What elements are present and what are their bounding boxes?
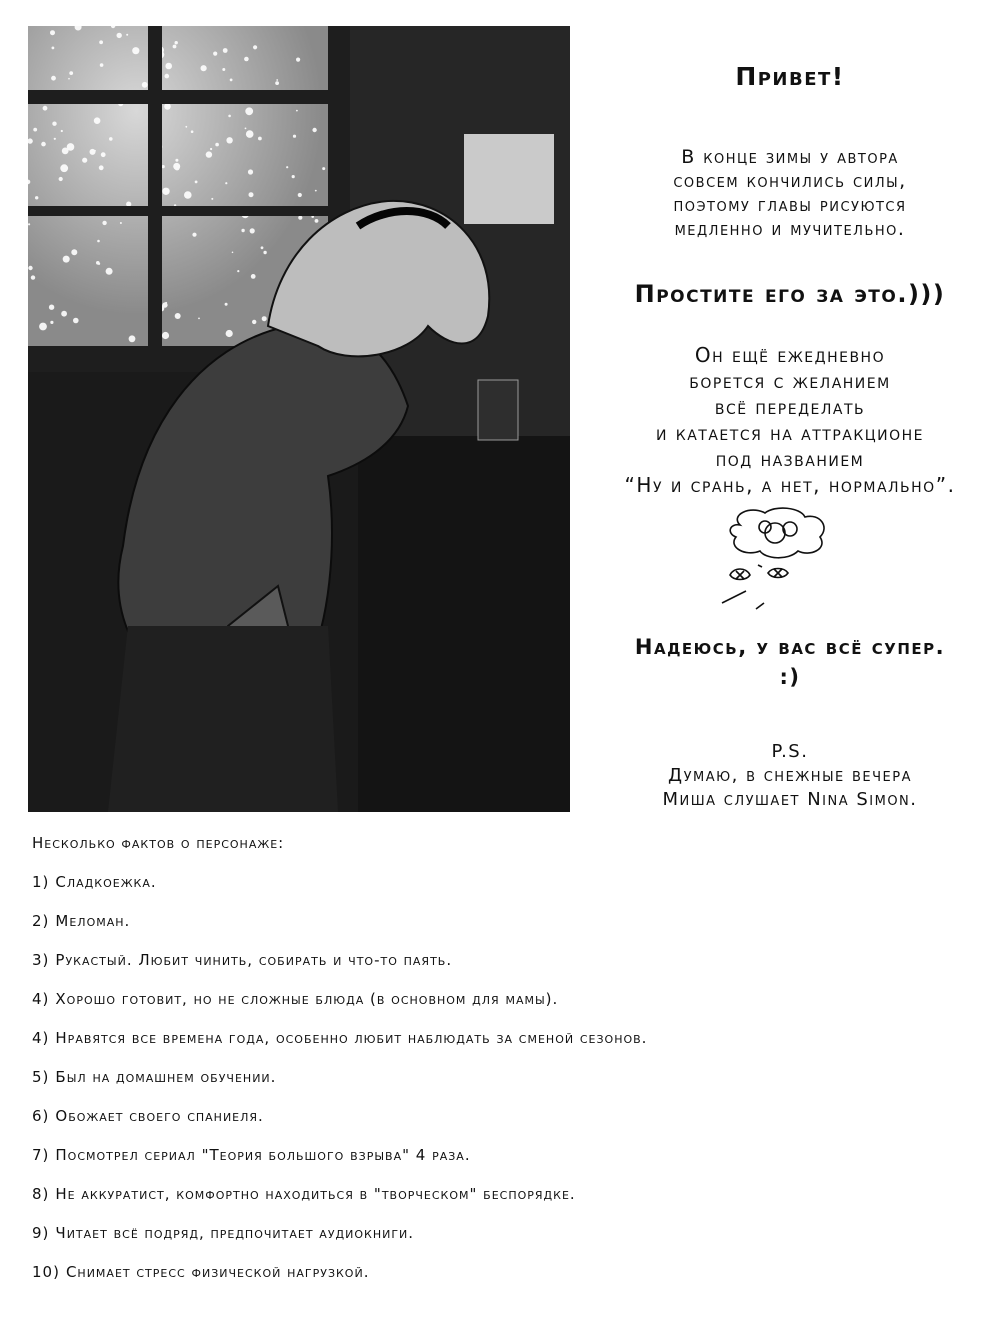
note-hope-line: Надеюсь, у вас всё супер. (634, 635, 946, 659)
fact-number: 4) (32, 990, 50, 1008)
illustration-sleeping-person-by-window (28, 26, 570, 812)
illustration-svg (28, 26, 570, 812)
note-line: и катается на аттракционе (655, 421, 925, 445)
facts-list (32, 871, 972, 1300)
list-item (32, 949, 972, 988)
fact-text: Сладкоежка. (55, 873, 157, 891)
fact-text: Обожает своего спаниеля. (55, 1107, 264, 1125)
fact-text: Читает всё подряд, предпочитает аудиокниги. (55, 1224, 415, 1242)
note-line: совсем кончились силы, (673, 170, 907, 192)
dizzy-face-doodle-icon (720, 505, 850, 615)
note-apology: Простите его за это.))) (634, 280, 946, 308)
list-item (32, 871, 972, 910)
fact-number: 6) (32, 1107, 50, 1125)
list-item (32, 1105, 972, 1144)
list-item (32, 1261, 972, 1300)
fact-number: 9) (32, 1224, 50, 1242)
fact-number: 4) (32, 1029, 50, 1047)
note-line: всё переделать (714, 395, 866, 419)
fact-text: Снимает стресс физической нагрузкой. (65, 1263, 370, 1281)
fact-text: Не аккуратист, комфортно находиться в "творческом" беспорядке. (55, 1185, 576, 1203)
note-ps (580, 740, 1000, 812)
list-item (32, 910, 972, 949)
fact-number: 8) (32, 1185, 50, 1203)
character-facts (32, 832, 972, 1300)
note-line: В конце зимы у автора (681, 146, 899, 168)
facts-heading: Несколько фактов о персонаже: (32, 834, 285, 852)
fact-number: 10) (32, 1263, 60, 1281)
fact-text: Нравятся все времена года, особенно любит наблюдать за сменой сезонов. (55, 1029, 648, 1047)
author-note (580, 0, 1000, 830)
note-line: борется с желанием (689, 369, 891, 393)
fact-text: Рукастый. Любит чинить, собирать и что-то паять. (55, 951, 453, 969)
fact-text: Хорошо готовит, но не сложные блюда (в основном для мамы). (55, 990, 559, 1008)
fact-text: Меломан. (55, 912, 131, 930)
note-smiley: :) (779, 665, 801, 689)
note-ps-line: Думаю, в снежные вечера (668, 765, 912, 786)
fact-number: 7) (32, 1146, 50, 1164)
list-item (32, 988, 972, 1027)
note-hope (580, 632, 1000, 692)
list-item (32, 1183, 972, 1222)
note-ps-line: Миша слушает Nina Simon. (662, 789, 918, 810)
fact-number: 5) (32, 1068, 50, 1086)
fact-number: 2) (32, 912, 50, 930)
note-paragraph-2 (600, 342, 980, 498)
note-line: Он ещё ежедневно (694, 343, 886, 367)
list-item (32, 1222, 972, 1261)
note-line: медленно и мучительно. (674, 218, 906, 240)
fact-number: 1) (32, 873, 50, 891)
note-ps-label: P.S. (771, 741, 809, 762)
list-item (32, 1027, 972, 1066)
list-item (32, 1144, 972, 1183)
note-paragraph-1 (600, 145, 980, 241)
fact-text: Посмотрел сериал "Теория большого взрыва" 4 раза. (55, 1146, 471, 1164)
note-line: “Ну и срань, а нет, нормально”. (624, 473, 956, 497)
note-line: поэтому главы рисуются (673, 194, 907, 216)
list-item (32, 1066, 972, 1105)
fact-text: Был на домашнем обучении. (55, 1068, 277, 1086)
fact-number: 3) (32, 951, 50, 969)
note-greeting: Привет! (735, 62, 845, 91)
note-line: под названием (715, 447, 865, 471)
